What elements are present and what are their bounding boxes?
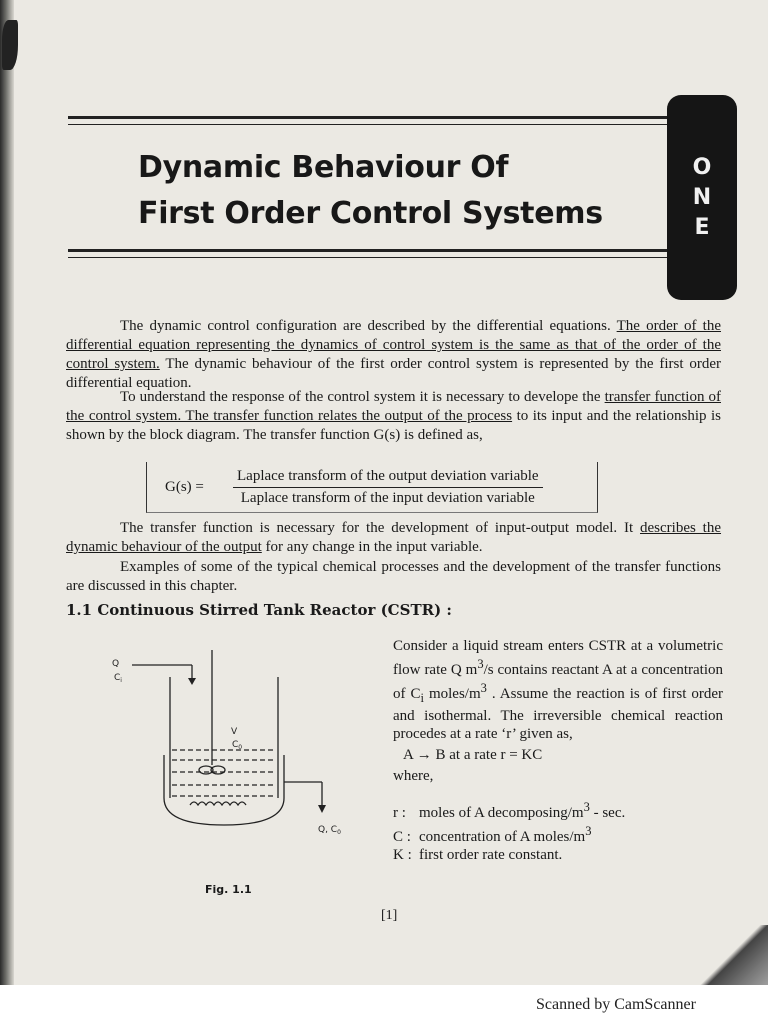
chapter-title-line-2: First Order Control Systems [138,196,603,231]
header-rule-bottom [68,249,668,252]
header-rule-bottom-thin [68,257,668,258]
inlet-label-c: C [114,673,121,683]
where-label: where, [393,768,434,784]
underlined-text: describes the dynamic behaviour of the output [66,520,722,555]
cstr-description: Consider a liquid stream enters CSTR at a volumetric flow rate Q $m^3/s$ contains reactant A at a concentration of $C_i$ moles/$m^3$ . Assume the reaction is of first order and isothermal. The irreversible chemical reaction procedes at a rate ‘r’ given as, A → B at a rate r = KC where, [393,638,723,784]
header-rule-top-thin [68,124,668,125]
tab-letter-n: N [692,184,712,210]
paragraph-4: Examples of some of the typical chemical processes and the development of the transfer functions are discussed in this chapter. [66,559,721,594]
figure-caption: Fig. 1.1 [205,883,252,896]
header-rule-top [68,116,668,119]
section-heading: 1.1 Continuous Stirred Tank Reactor (CSTR) : [66,601,452,619]
inlet-label-q: Q [112,659,120,669]
symbol-definitions [393,798,625,864]
intro-paragraph-1: The dynamic control configuration are described by the differential equations. The order of the differential equation representing the dynamics of control system is the same as that of the order of the control system. The dynamic behaviour of the first order control system is represented by the first order differential equation. [66,318,722,391]
underlined-text: transfer function of the control system. The transfer function relates the output of the process [66,389,721,424]
formula-numerator: Laplace transform of the output deviation variable [233,468,543,488]
formula-fraction [233,468,543,507]
tank-concentration-label: C [232,740,239,750]
outlet-label: Q, C [318,825,338,835]
tab-letter-o: O [692,154,712,180]
cstr-diagram [100,640,380,870]
formula-denominator: Laplace transform of the input deviation variable [240,489,535,506]
definition-c: C : concentration of A moles/$m^3$ [393,824,592,845]
scanner-watermark: Scanned by CamScanner [536,996,696,1013]
transfer-function-formula [146,462,598,513]
formula-lhs: G(s) = [165,478,204,495]
chapter-title [138,145,658,237]
scan-mark [2,20,18,70]
definition-r: r : moles of A decomposing/$m^3$ - sec. [393,800,626,821]
scan-shadow-left [0,0,14,985]
chapter-title-line-1: Dynamic Behaviour Of [138,150,509,185]
svg-text:C0: $C_0$ [232,740,243,751]
page-number: [1] [381,908,398,923]
outlet-arrowhead [318,805,326,813]
reaction-equation: A → B at a rate r = KC [403,747,543,763]
heating-coil [190,802,246,805]
volume-label: V [231,727,238,737]
paragraph-3: The transfer function is necessary for the development of input-output model. It describes the dynamic behaviour of the output for any change in the input variable. [66,520,722,555]
intro-paragraph-2: To understand the response of the control system it is necessary to develope the transfer function of the control system. The transfer function relates the output of the process to its input and the relationship is shown by the block diagram. The transfer function G(s) is defined as, [66,389,721,443]
svg-text:Q, C0: Q, $C_0$ [318,825,341,836]
definition-k: K : first order rate constant. [393,847,563,863]
tab-letter-e: E [694,214,710,240]
scan-shadow-corner [688,925,768,985]
chapter-number-tab [667,95,737,300]
underlined-text: The order of the differential equation representing the dynamics of control system is the same as that of the order of the control system. [66,318,721,372]
inlet-arrowhead [188,678,196,685]
svg-text:Ci: $C_i$ [114,673,122,684]
